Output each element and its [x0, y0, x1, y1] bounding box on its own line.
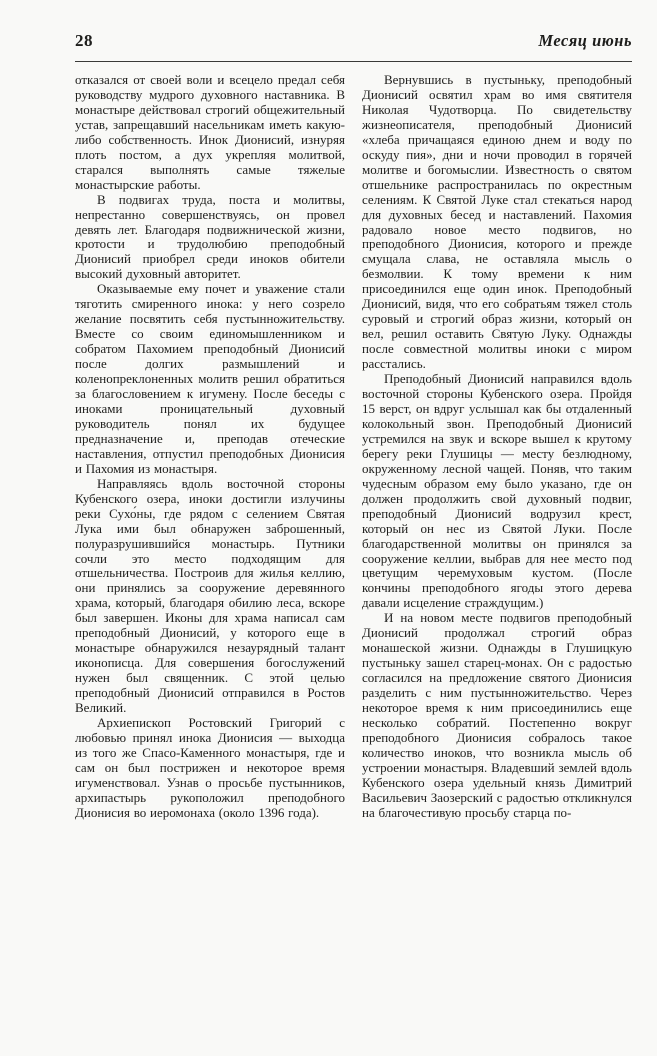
running-title: Месяц июнь	[538, 31, 632, 50]
paragraph: Направляясь вдоль восточной стороны Кубенского озера, иноки достигли излучины реки Сухо́ны, где рядом с селением Святая Лука ими был обнаружен заброшенный, полуразрушившийся монастырь. Путники сочли это место подходящим для отшельничества. Построив для жилья келлию, они принялись за сооружение деревянного храма, который, благодаря обилию леса, вскоре был завершен. Иконы для храма написал сам преподобный Дионисий, у которого еще в монастыре обнаружился незаурядный талант иконописца. Для совершения богослужений нужен был священник. С этой целью преподобный Дионисий отправился в Ростов Великий.	[75, 475, 345, 716]
paragraph: Преподобный Дионисий направился вдоль восточной стороны Кубенского озера. Пройдя 15 верст, он вдруг услышал как бы отдаленный колокольный звон. Преподобный Дионисий устремился на звук и вскоре вышел к крутому берегу реки Глушицы — месту безлюдному, окруженному лесной чащей. Поняв, что таким чудесным образом ему было указано, где он должен продолжить свой духовный подвиг, преподобный Дионисий водрузил крест, который он нес из Святой Луки. После благодарственной молитвы он принялся за сооружение келлии, выбрав для нее место под цветущим черемуховым кустом. (После кончины преподобного ягоды этого дерева давали исцеление страждущим.)	[362, 371, 632, 611]
paragraph: Оказываемые ему почет и уважение стали тяготить смиренного инока: у него созрело желание посвятить себя пустынножительству. Вместе со своим единомышленником и собратом Пахомием преподобный Дионисий после долгих размышлений и коленопреклоненных молитв решил обратиться за благословением к игумену. После беседы с иноками проницательный духовный руководитель понял их будущее предназначение и, преподав отеческие наставления, отпустил преподобных Дионисия и Пахомия из монастыря.	[75, 281, 345, 476]
right-column	[362, 73, 632, 978]
page-number: 28	[75, 31, 93, 50]
running-head	[75, 31, 632, 51]
text-columns	[75, 73, 632, 978]
paragraph: Вернувшись в пустыньку, преподобный Дионисий освятил храм во имя святителя Николая Чудотворца. По свидетельству жизнеописателя, преподобный Дионисий «хлеба причащаяся единою днем и воду по оскуду пия», дни и ночи проводил в горячей молитве и богомыслии. Известность о святом отшельнике распространилась по окрестным селениям. К Святой Луке стал стекаться народ для духовных бесед и наставлений. Пахомия радовало новое место подвигов, но преподобного Дионисия, которого и прежде смущала слава, не оставляла мысль о безмолвии. К тому времени к ним присоединился еще один инок. Преподобный Дионисий, видя, что его собратьям тяжел столь суровый и строгий образ жизни, который он вел, решил оставить Святую Луку. Однажды после совместной молитвы иноки с миром расстались.	[362, 73, 632, 372]
paragraph: Архиепископ Ростовский Григорий с любовью принял инока Дионисия — выходца из того же Спасо-Каменного монастыря, где и сам он был пострижен и некоторое время игуменствовал. Узнав о просьбе пустынников, архипастырь рукоположил преподобного Дионисия во иеромонаха (около 1396 года).	[75, 714, 345, 820]
header-rule-divider	[75, 61, 632, 62]
left-column	[75, 73, 345, 978]
paragraph: В подвигах труда, поста и молитвы, непрестанно совершенствуясь, он провел девять лет. Благодаря подвижнической жизни, кротости и трудолюбию преподобный Дионисий приобрел среди иноков обители высокий духовный авторитет.	[75, 191, 345, 282]
paragraph: отказался от своей воли и всецело предал себя руководству мудрого духовного наставника. В монастыре действовал строгий общежительный устав, запрещавший насельникам иметь какую-либо собственность. Инок Дионисий, изнуряя плоть постом, а дух укрепляя молитвой, старался выполнять самые тяжелые монастырские работы.	[75, 73, 345, 192]
paragraph: И на новом месте подвигов преподобный Дионисий продолжал строгий образ монашеской жизни. Однажды в Глушицкую пустыньку зашел старец-монах. Он с радостью согласился на предложение святого Дионисия разделить с ним пустынножительство. Через некоторое время к ним присоединились еще несколько собратий. Постепенно вокруг преподобного Дионисия собралось такое количество иноков, что возникла мысль об устроении монастыря. Владевший землей вдоль Кубенского озера удельный князь Димитрий Васильевич Заозерский с радостью откликнулся на благочестивую просьбу старца по-	[362, 610, 632, 820]
